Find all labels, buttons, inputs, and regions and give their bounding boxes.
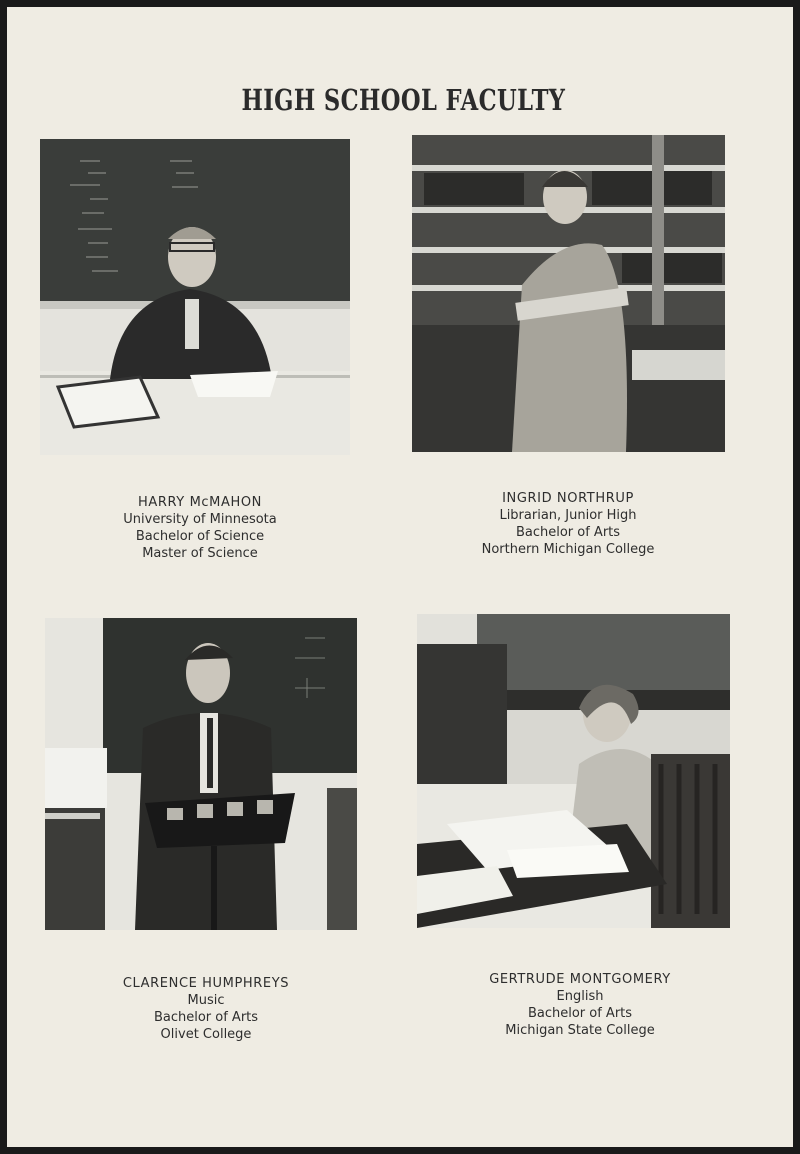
- caption-harry-mcmahon: [80, 494, 320, 562]
- faculty-detail: Bachelor of Arts: [527, 1006, 633, 1021]
- page-title: HIGH SCHOOL FACULTY: [241, 83, 566, 117]
- photo-ingrid-northrup: [412, 135, 725, 452]
- faculty-detail: Librarian, Junior High: [499, 508, 637, 523]
- faculty-detail: Music: [187, 993, 225, 1008]
- faculty-detail: University of Minnesota: [123, 512, 277, 527]
- faculty-detail: Bachelor of Arts: [515, 525, 621, 540]
- faculty-name: HARRY McMAHON: [138, 495, 262, 510]
- faculty-detail: Michigan State College: [505, 1023, 655, 1038]
- faculty-detail: Bachelor of Arts: [153, 1010, 259, 1025]
- faculty-detail: Master of Science: [142, 546, 258, 561]
- photo-harry-mcmahon: [40, 139, 350, 455]
- caption-ingrid-northrup: [448, 490, 688, 558]
- caption-gertrude-montgomery: [452, 971, 708, 1039]
- faculty-detail: Northern Michigan College: [481, 542, 655, 557]
- faculty-detail: English: [556, 989, 604, 1004]
- faculty-name: INGRID NORTHRUP: [502, 491, 634, 506]
- caption-clarence-humphreys: [86, 975, 326, 1043]
- faculty-name: CLARENCE HUMPHREYS: [122, 976, 290, 991]
- faculty-name: GERTRUDE MONTGOMERY: [489, 972, 671, 987]
- faculty-detail: Bachelor of Science: [135, 529, 265, 544]
- photo-clarence-humphreys: [45, 618, 357, 930]
- faculty-detail: Olivet College: [160, 1027, 252, 1042]
- photo-gertrude-montgomery: [417, 614, 730, 928]
